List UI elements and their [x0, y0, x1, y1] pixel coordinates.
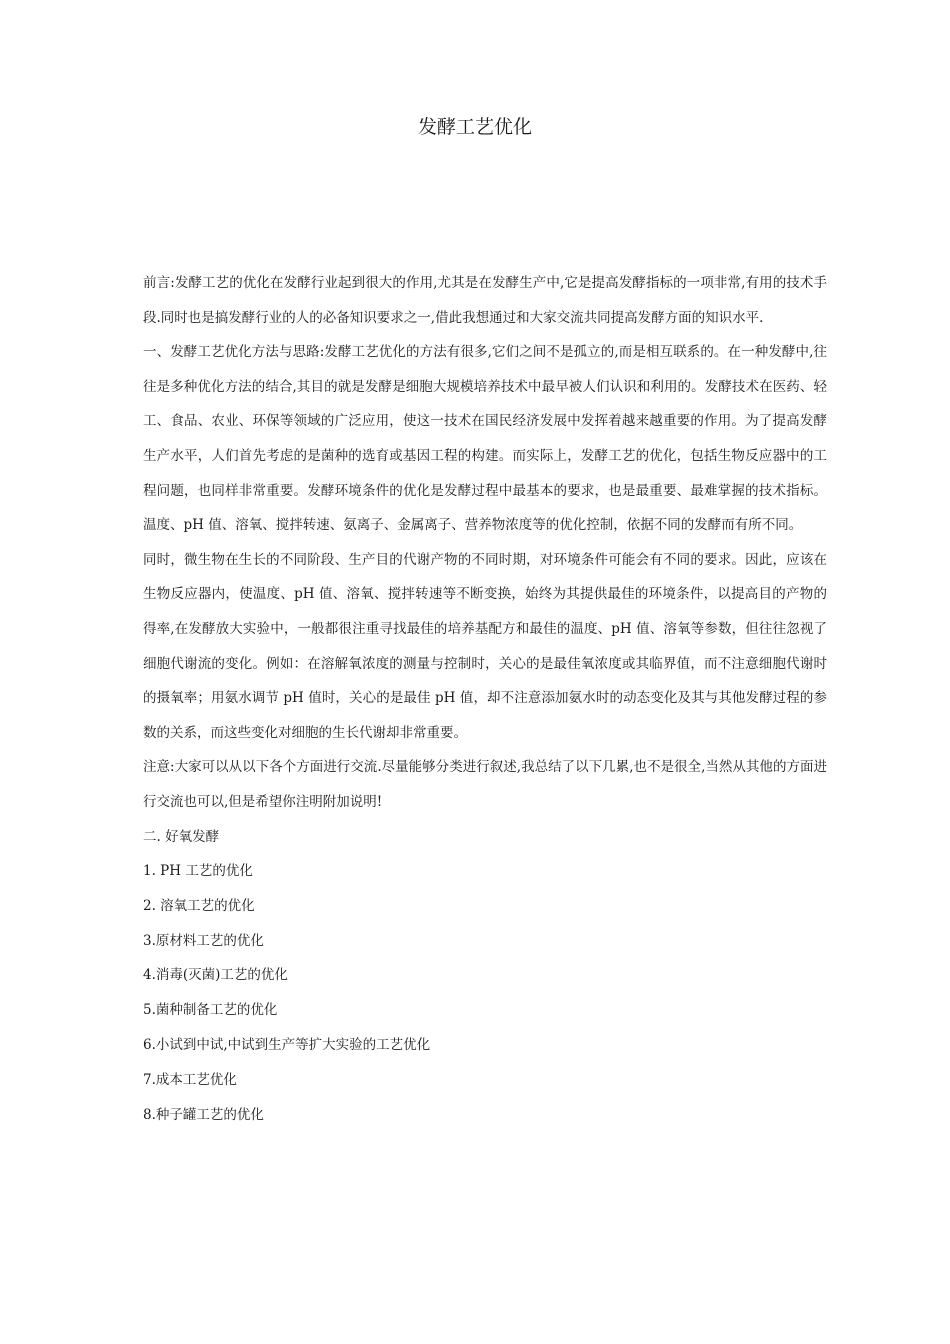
- list-item: 1. PH 工艺的优化: [143, 863, 253, 880]
- list-item: 4.消毒(灭菌)工艺的优化: [143, 967, 288, 984]
- list-item: 8.种子罐工艺的优化: [143, 1106, 264, 1123]
- section-heading-aerobic: 二. 好氧发酵: [143, 828, 220, 845]
- paragraph-meanwhile: 同时，微生物在生长的不同阶段、生产目的代谢产物的不同时期，对环境条件可能会有不同的要求。因此，应该在生物反应器内，使温度、pH 值、溶氧、搅拌转速等不断变换，始终为其提供最佳的环境条件，以提高目的产物的得率,在发酵放大实验中，一般都很注重寻找最佳的培养基配方和最佳的温度、pH 值、溶氧等参数，但往往忽视了细胞代谢流的变化。例如：在溶解氧浓度的测量与控制时，关心的是最佳氧浓度或其临界值，而不注意细胞代谢时的摄氧率；用氨水调节 pH 值时，关心的是最佳 pH 值，却不注意添加氨水时的动态变化及其与其他发酵过程的参数的关系，而这些变化对细胞的生长代谢却非常重要。: [143, 551, 827, 741]
- list-item: 6.小试到中试,中试到生产等扩大实验的工艺优化: [143, 1037, 431, 1054]
- list-item: 7.成本工艺优化: [143, 1071, 237, 1088]
- paragraph-preface: 前言:发酵工艺的优化在发酵行业起到很大的作用,尤其是在发酵生产中,它是提高发酵指标的一项非常,有用的技术手段.同时也是搞发酵行业的人的必备知识要求之一,借此我想通过和大家交流共同提高发酵方面的知识水平.: [143, 275, 827, 326]
- paragraph-section-one: 一、发酵工艺优化方法与思路:发酵工艺优化的方法有很多,它们之间不是孤立的,而是相互联系的。在一种发酵中,往往是多种优化方法的结合,其目的就是发酵是细胞大规模培养技术中最早被人们认识和利用的。发酵技术在医药、轻工、食品、农业、环保等领域的广泛应用，使这一技术在国民经济发展中发挥着越来越重要的作用。为了提高发酵生产水平，人们首先考虑的是菌种的选育或基因工程的构建。而实际上，发酵工艺的优化，包括生物反应器中的工程问题，也同样非常重要。发酵环境条件的优化是发酵过程中最基本的要求，也是最重要、最难掌握的技术指标。温度、pH 值、溶氧、搅拌转速、氨离子、金属离子、营养物浓度等的优化控制，依据不同的发酵而有所不同。: [143, 344, 827, 534]
- list-item: 2. 溶氧工艺的优化: [143, 897, 255, 914]
- list-item: 5.菌种制备工艺的优化: [143, 1002, 278, 1019]
- document-body: [143, 266, 827, 1132]
- optimization-list: [143, 854, 827, 1132]
- list-item: 3.原材料工艺的优化: [143, 932, 264, 949]
- document-title: 发酵工艺优化: [417, 116, 532, 138]
- paragraph-note: 注意:大家可以从以下各个方面进行交流.尽量能够分类进行叙述,我总结了以下几累,也不是很全,当然从其他的方面进行交流也可以,但是希望你注明附加说明!: [143, 759, 827, 810]
